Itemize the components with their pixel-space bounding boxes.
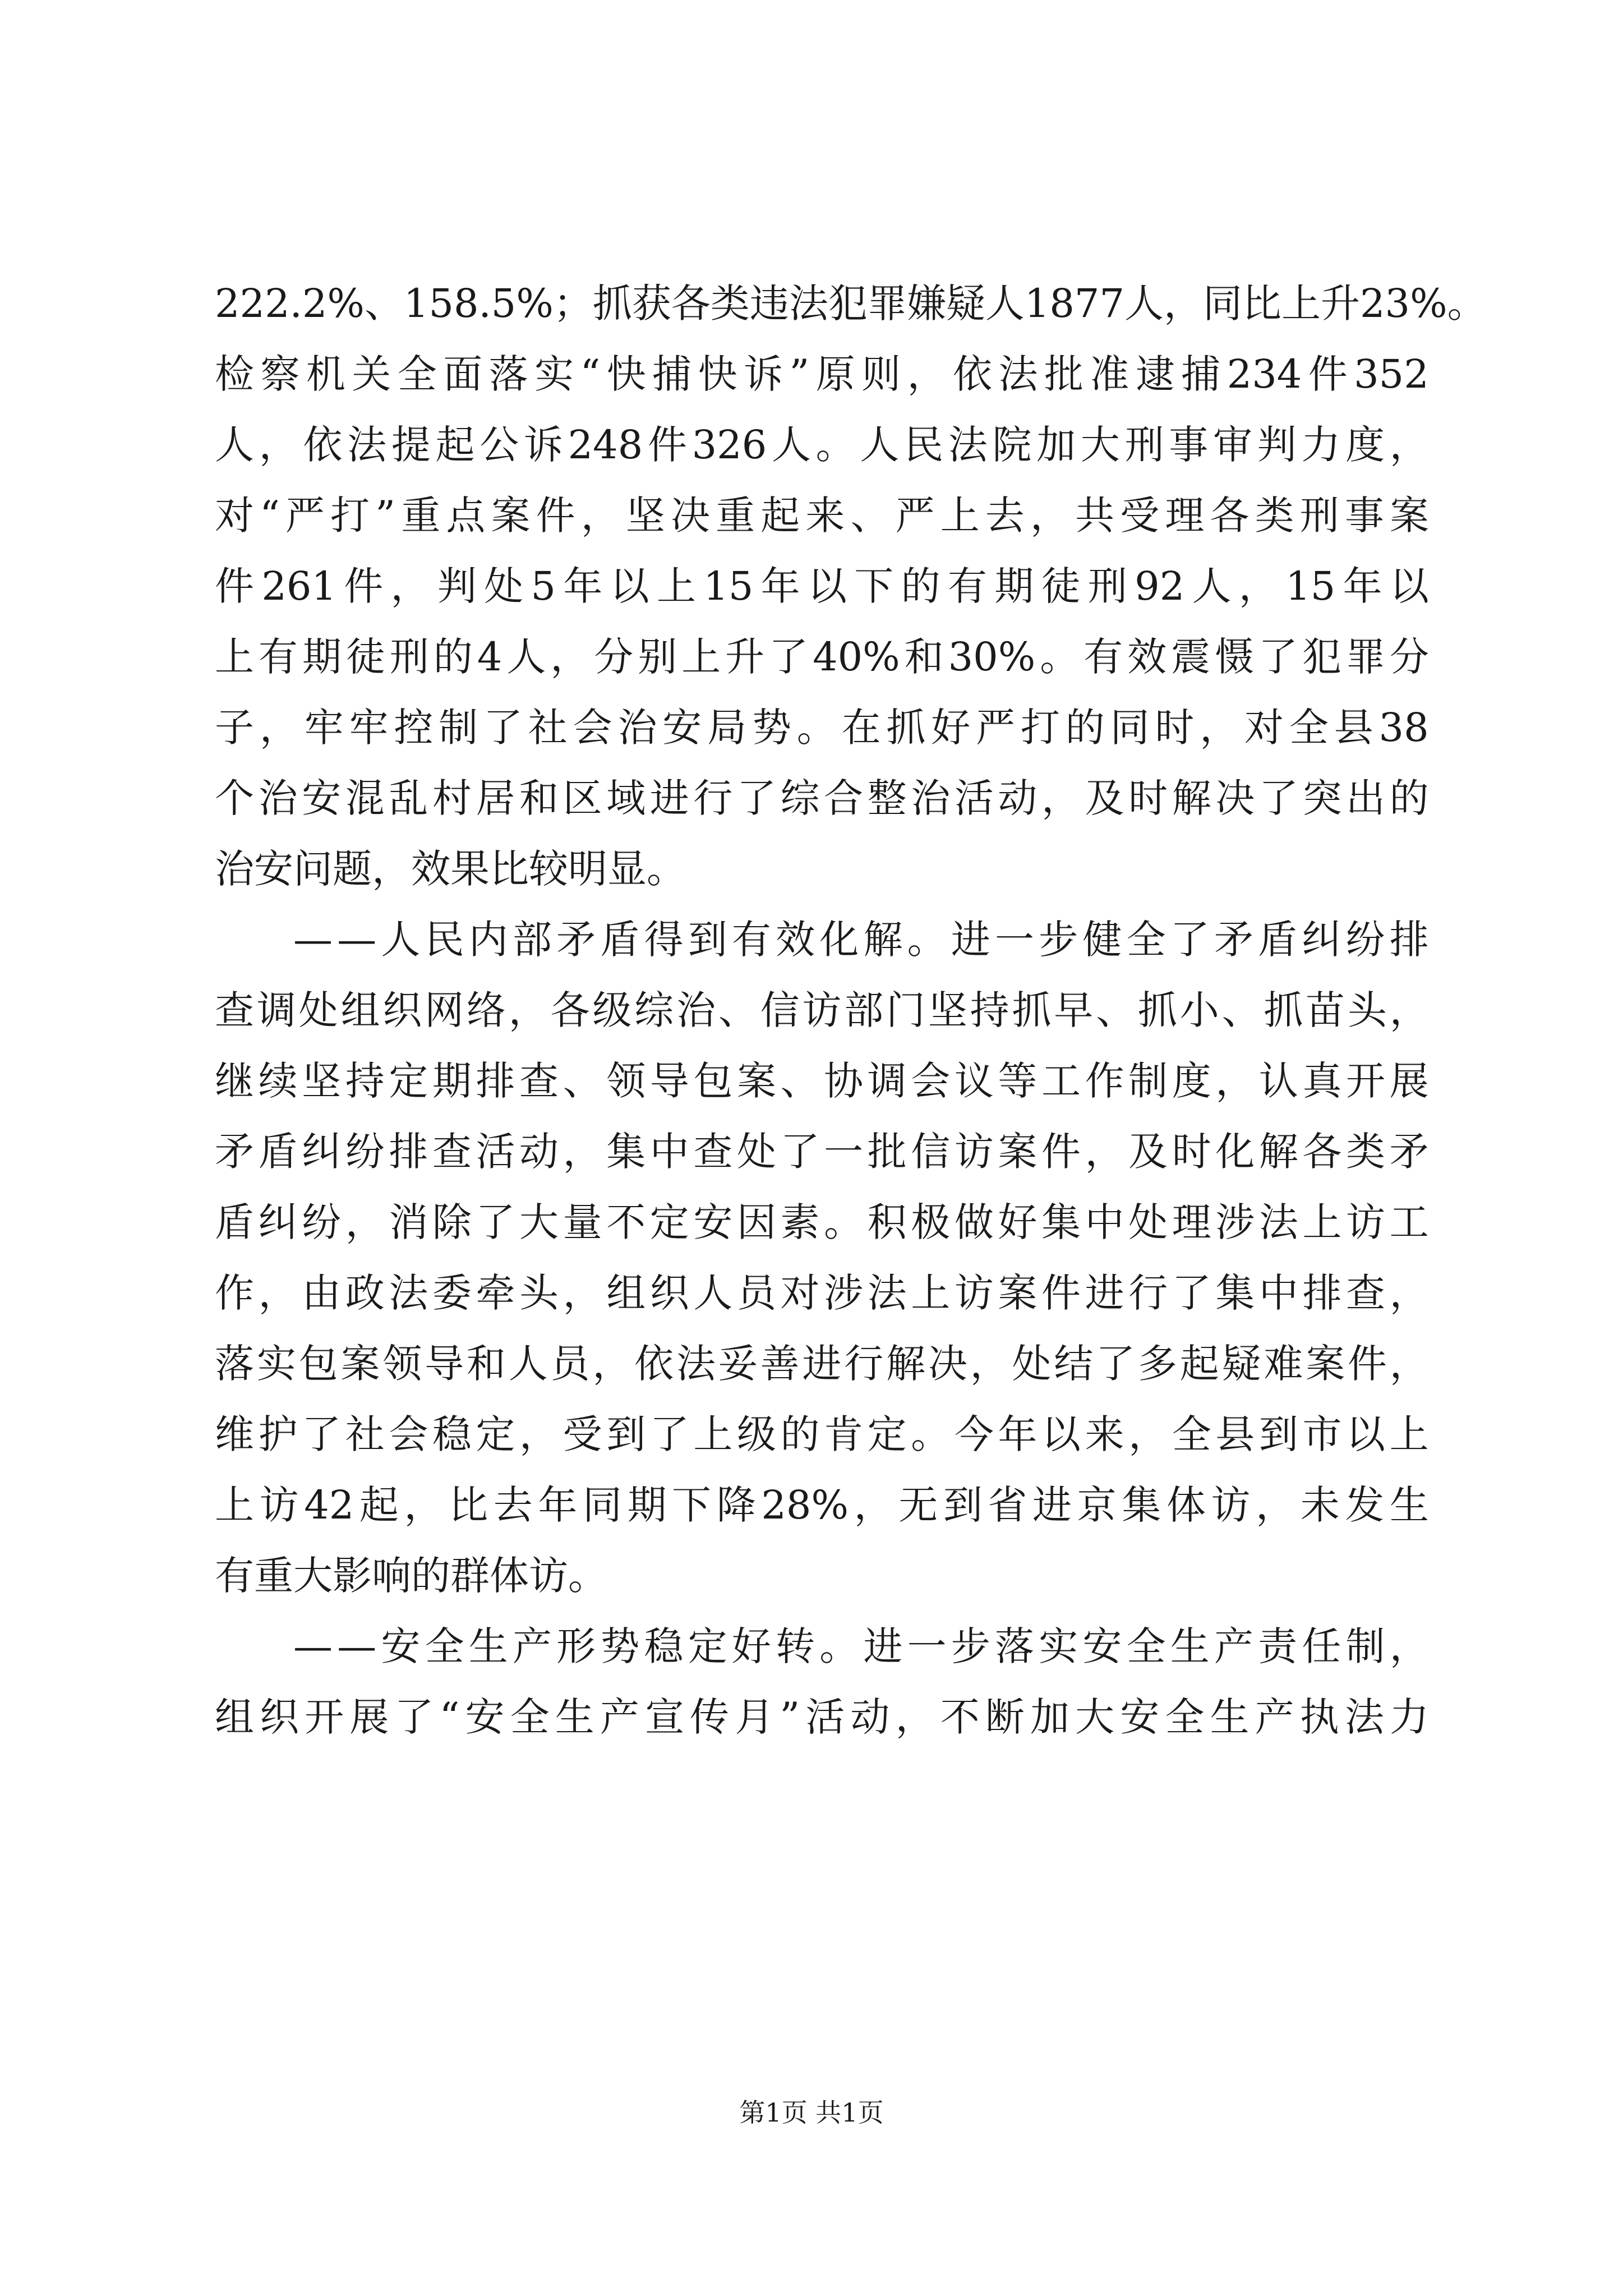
text-line: 有重大影响的群体访。 [215,1553,607,1599]
text-line: 矛 盾 纠 纷 排 查 活 动 ， 集 中 查 处 了 一 批 信 访 案 件 ， 及 时 化 解 各 类 矛 [215,1129,1429,1175]
text-line: 人 ， 依 法 提 起 公 诉 248 件 326 人 。 人 民 法 院 加 大 刑 事 审 判 力 度 ， [215,422,1429,468]
text-line: 作 ， 由 政 法 委 牵 头 ， 组 织 人 员 对 涉 法 上 访 案 件 进 行 了 集 中 排 查 ， [215,1270,1429,1316]
text-line: 件 261 件 ， 判 处 5 年 以 上 15 年 以 下 的 有 期 徒 刑 92 人 ， 15 年 以 [215,563,1429,609]
text-line: 盾 纠 纷 ， 消 除 了 大 量 不 定 安 因 素 。 积 极 做 好 集 中 处 理 涉 法 上 访 工 [215,1199,1429,1245]
text-line: 上 访 42 起 ， 比 去 年 同 期 下 降 28% ， 无 到 省 进 京 集 体 访 ， 未 发 生 [215,1482,1429,1528]
text-line: — — 人 民 内 部 矛 盾 得 到 有 效 化 解 。 进 一 步 健 全 了 矛 盾 纠 纷 排 [293,917,1429,963]
text-line: 继 续 坚 持 定 期 排 查 、 领 导 包 案 、 协 调 会 议 等 工 作 制 度 ， 认 真 开 展 [215,1058,1429,1104]
text-line: 检 察 机 关 全 面 落 实 “ 快 捕 快 诉 ” 原 则 ， 依 法 批 准 逮 捕 234 件 352 [215,351,1429,397]
text-line: 子 ， 牢 牢 控 制 了 社 会 治 安 局 势 。 在 抓 好 严 打 的 同 时 ， 对 全 县 38 [215,705,1429,751]
text-line: 维 护 了 社 会 稳 定 ， 受 到 了 上 级 的 肯 定 。 今 年 以 来 ， 全 县 到 市 以 上 [215,1411,1429,1457]
text-line: 上 有 期 徒 刑 的 4 人 ， 分 别 上 升 了 40% 和 30% 。 有 效 震 慑 了 犯 罪 分 [215,634,1429,680]
text-line: — — 安 全 生 产 形 势 稳 定 好 转 。 进 一 步 落 实 安 全 生 产 责 任 制 ， [293,1623,1429,1669]
text-line: 222.2% 、 158.5% ； 抓 获 各 类 违 法 犯 罪 嫌 疑 人 1877 人 ， 同 比 上 升 23% 。 [215,280,1487,326]
text-line: 治安问题，效果比较明显。 [215,846,686,892]
page-footer: 第1页 共1页 [739,2097,884,2128]
body-text [215,268,1487,1752]
text-line: 组 织 开 展 了 “ 安 全 生 产 宣 传 月 ” 活 动 ， 不 断 加 大 安 全 生 产 执 法 力 [215,1694,1429,1740]
text-line: 落 实 包 案 领 导 和 人 员 ， 依 法 妥 善 进 行 解 决 ， 处 结 了 多 起 疑 难 案 件 ， [215,1341,1429,1387]
text-line: 对 “ 严 打 ” 重 点 案 件 ， 坚 决 重 起 来 、 严 上 去 ， 共 受 理 各 类 刑 事 案 [215,493,1429,539]
text-line: 查 调 处 组 织 网 络 ， 各 级 综 治 、 信 访 部 门 坚 持 抓 早 、 抓 小 、 抓 苗 头 ， [215,987,1429,1033]
text-line: 个 治 安 混 乱 村 居 和 区 域 进 行 了 综 合 整 治 活 动 ， 及 时 解 决 了 突 出 的 [215,775,1429,821]
